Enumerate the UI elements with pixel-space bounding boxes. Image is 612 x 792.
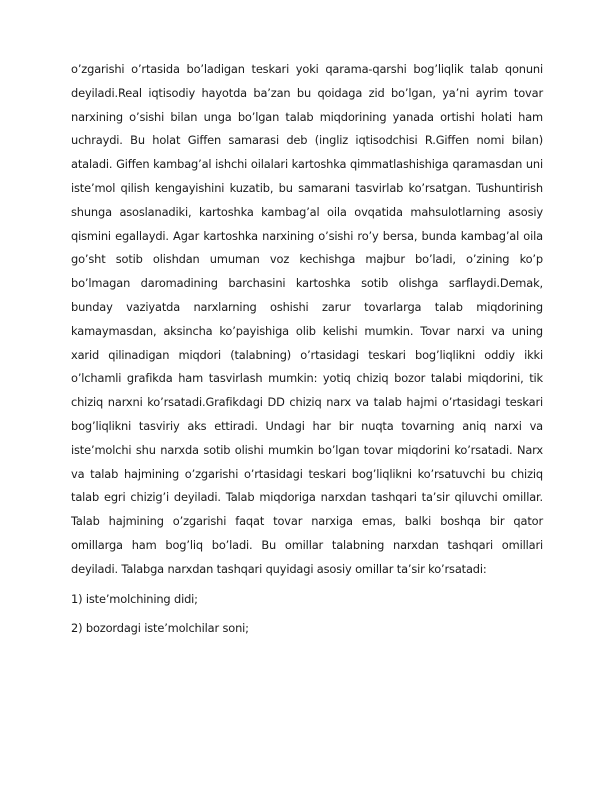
list-item: 2) bozordagi iste’molchilar soni; [71,621,249,636]
list-item: 1) iste’molchining didi; [71,591,198,606]
body-paragraph: o’zgarishi o’rtasida bo’ladigan teskari yoki qarama-qarshi bog’liqlik talab qonuni deyiladi.Real iqtisodiy hayotda ba’zan bu qoidaga zid bo’lgan, ya’ni ayrim tovar narxining o’sishi bilan unga bo’lgan talab miqdorining yanada ortishi holati ham uchraydi. Bu holat Giffen samarasi deb (ingliz iqtisodchisi R.Giffen nomi bilan) ataladi. Giffen kambag’al ishchi oilalari kartoshka qimmatlashishiga qaramasdan uni iste’mol qilish kengayishini kuzatib, bu samarani tasvirlab ko’rsatgan. Tushuntirish shunga asoslanadiki, kartoshka kambag’al oila ovqatida mahsulotlarning asosiy qismini egallaydi. Agar kartoshka narxining o’sishi ro’y bersa, bunda kambag’al oila go’sht sotib olishdan umuman voz kechishga majbur bo’ladi, o’zining ko’p bo’lmagan daromadining barchasini kartoshka sotib olishga sarflaydi.Demak, bunday vaziyatda narxlarning oshishi zarur tovarlarga talab miqdorining kamaymasdan, aksincha ko’payishiga olib kelishi mumkin. Tovar narxi va uning xarid qilinadigan miqdori (talabning) o’rtasidagi teskari bog’liqlikni oddiy ikki o’lchamli grafikda ham tasvirlash mumkin: yotiq chiziq bozor talabi miqdorini, tik chiziq narxni ko’rsatadi.Grafikdagi DD chiziq narx va talab hajmi o’rtasidagi teskari bog’liqlikni tasviriy aks ettiradi. Undagi har bir nuqta tovarning aniq narxi va iste’molchi shu narxda sotib olishi mumkin bo’lgan tovar miqdorini ko’rsatadi. Narx va talab hajmining o’zgarishi o’rtasidagi teskari bog’liqlikni ko’rsatuvchi bu chiziq talab egri chizig’i deyiladi. Talab miqdoriga narxdan tashqari ta’sir qiluvchi omillar. Talab hajmining o’zgarishi faqat tovar narxiga emas, balki boshqa bir qator omillarga ham bog’liq bo’ladi. Bu omillar talabning narxdan tashqari omillari deyiladi. Talabga narxdan tashqari quyidagi asosiy omillar ta’sir ko’rsatadi: [71,62,543,576]
document-body [71,58,543,641]
